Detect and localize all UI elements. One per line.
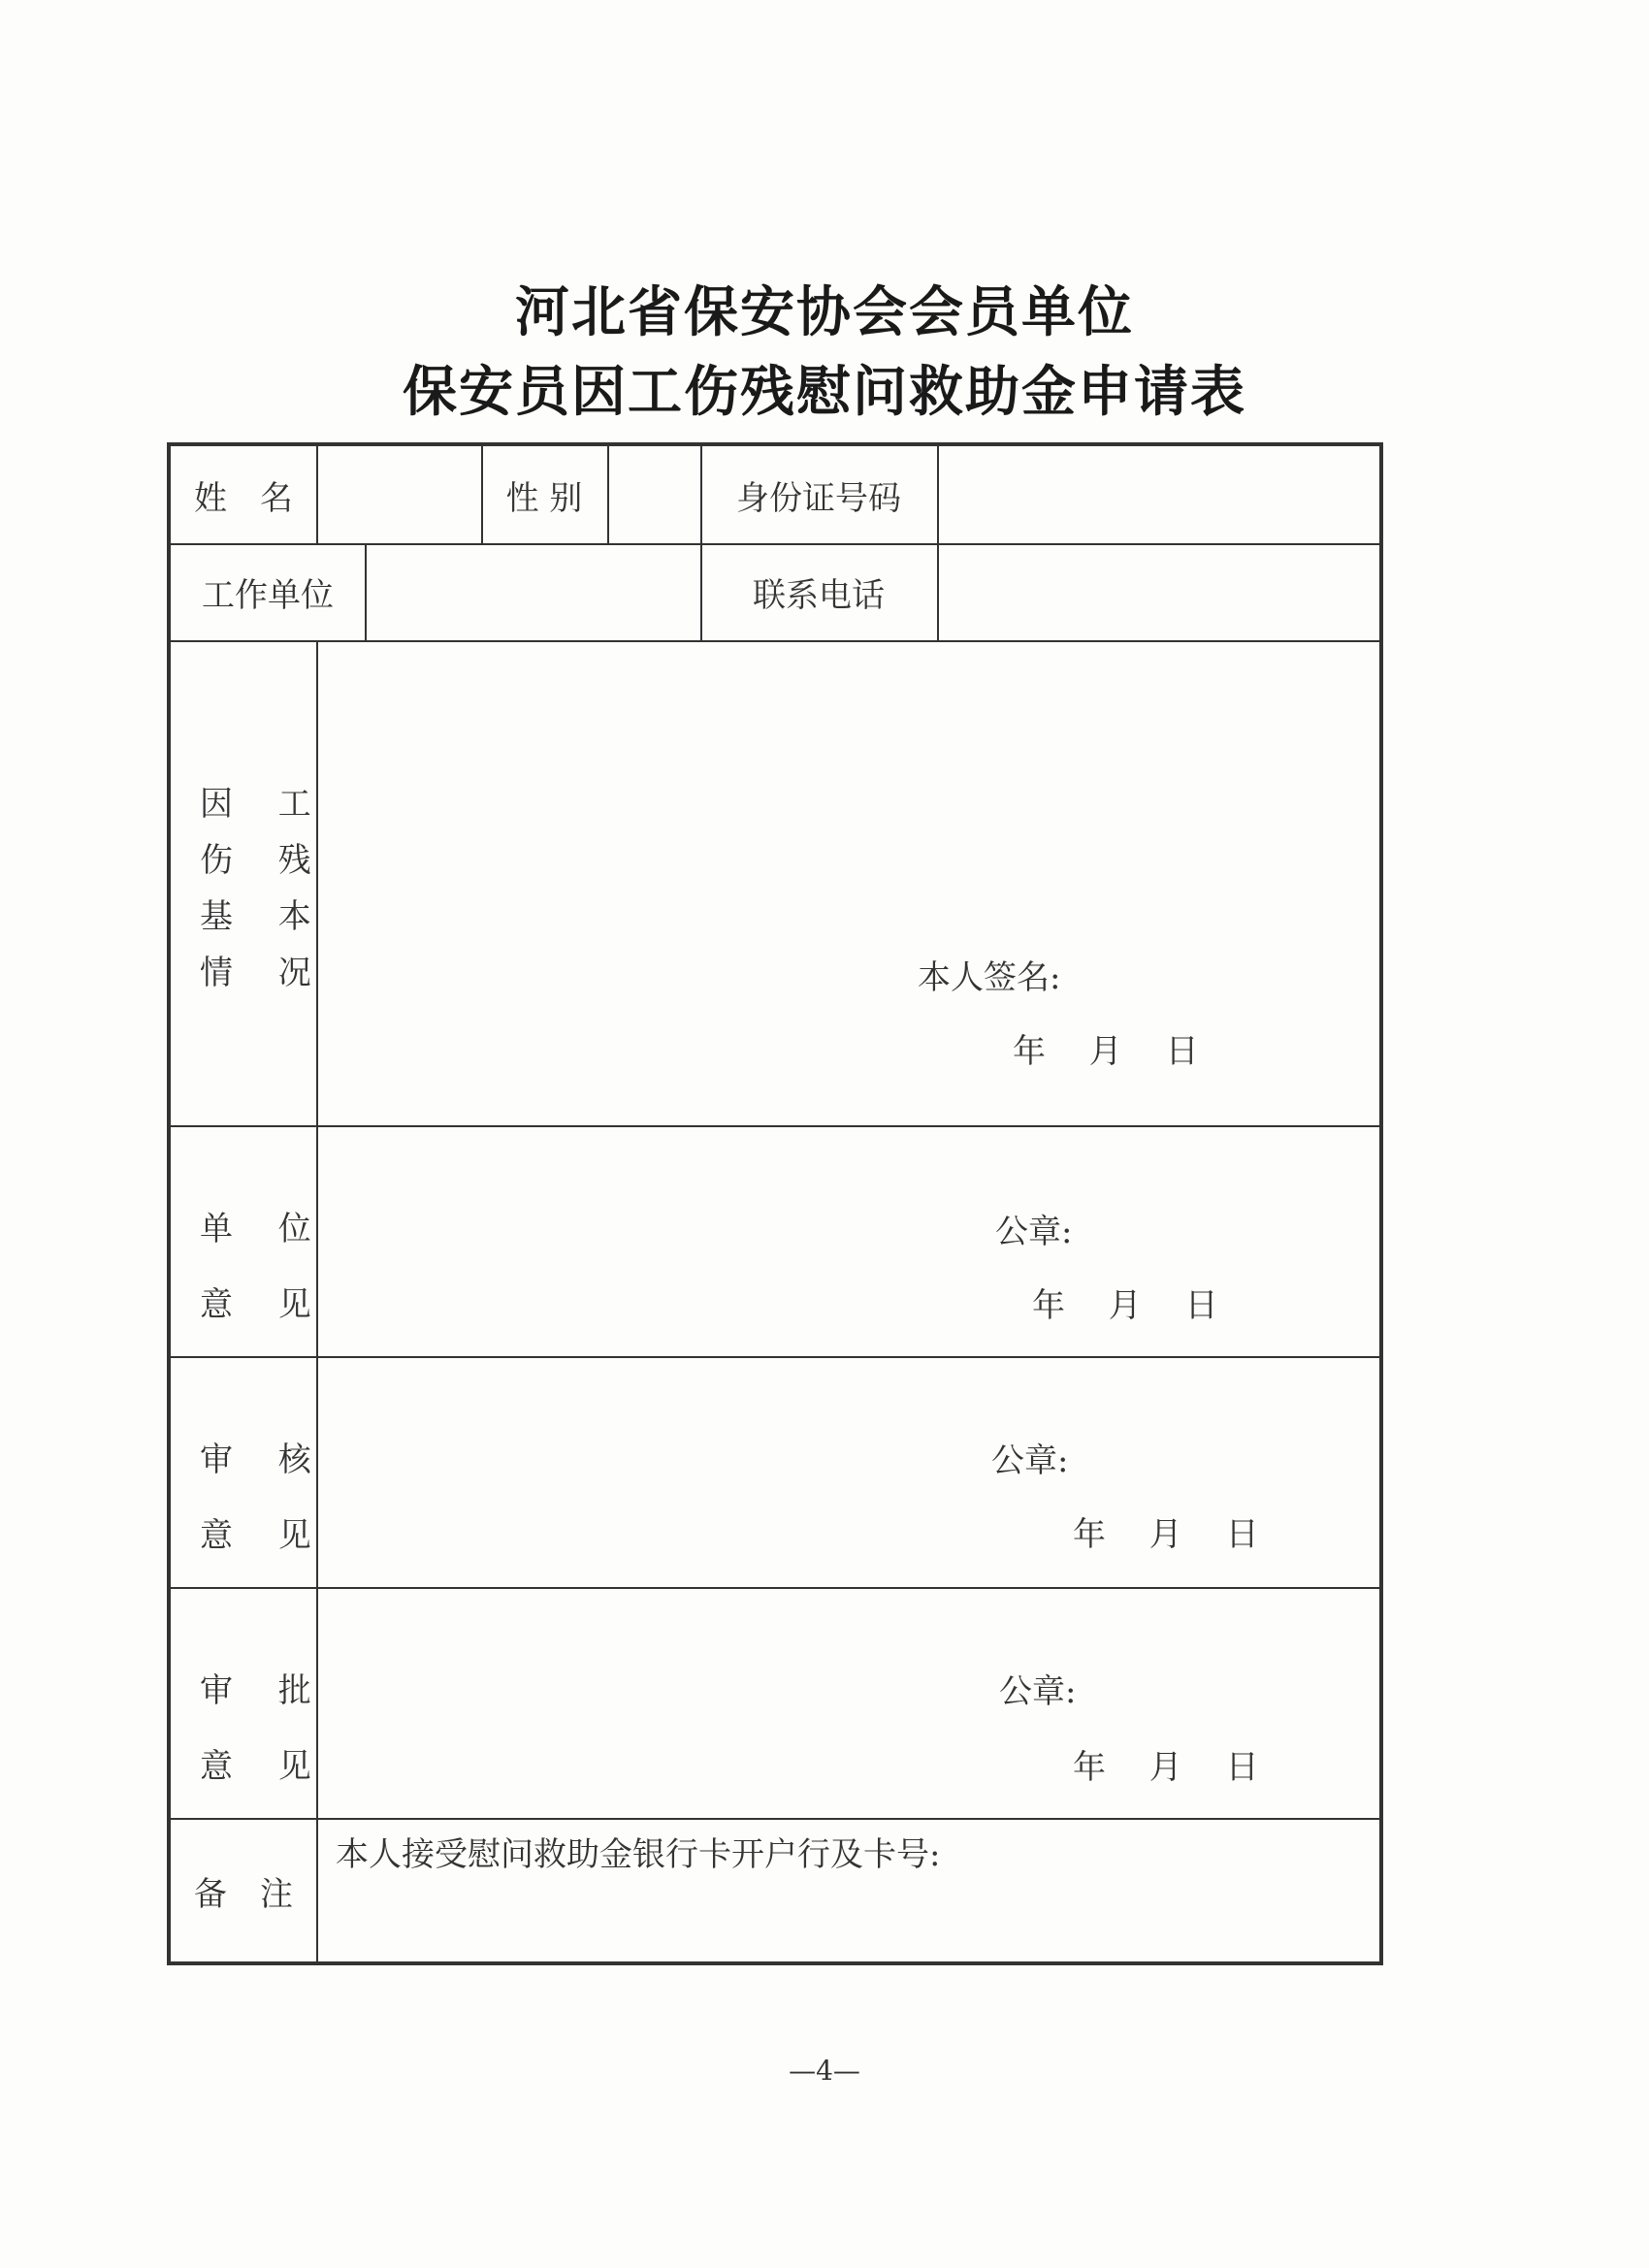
employer-field[interactable]	[367, 543, 700, 640]
label-line: 伤 残	[200, 841, 329, 880]
gender-label: 性 别	[505, 478, 583, 518]
phone-label: 联系电话	[753, 575, 885, 615]
label-line: 因 工	[200, 785, 329, 824]
applicant-signature-label: 本人签名:	[918, 958, 1061, 997]
label-line: 审 核	[200, 1441, 329, 1479]
form-title-line1: 河北省保安协会会员单位	[515, 280, 1134, 344]
label-line: 审 批	[200, 1671, 329, 1710]
injury-date-label: 年 月 日	[1013, 1032, 1199, 1071]
gender-field[interactable]	[609, 446, 700, 543]
injury-description-field[interactable]	[318, 642, 1379, 1125]
approval-date-label: 年 月 日	[1073, 1748, 1259, 1787]
review-opinion-label	[200, 1422, 329, 1573]
label-line: 意 见	[200, 1747, 329, 1786]
approval-opinion-label	[200, 1653, 329, 1804]
phone-field[interactable]	[939, 543, 1379, 640]
form-title-line2: 保安员因工伤残慰问救助金申请表	[403, 360, 1246, 424]
label-line: 基 本	[200, 897, 329, 936]
unit-date-label: 年 月 日	[1032, 1286, 1218, 1325]
label-line: 意 见	[200, 1285, 329, 1324]
injury-section-label	[200, 776, 329, 1001]
application-form-table	[167, 442, 1383, 1965]
remarks-text: 本人接受慰问救助金银行卡开户行及卡号:	[336, 1835, 941, 1874]
review-date-label: 年 月 日	[1073, 1515, 1259, 1554]
bank-card-field[interactable]	[318, 1876, 1379, 1961]
unit-opinion-label	[200, 1191, 329, 1343]
employer-label: 工作单位	[202, 575, 334, 615]
review-seal-label: 公章:	[991, 1442, 1069, 1480]
label-line: 情 况	[200, 954, 329, 992]
row-divider	[171, 1818, 1379, 1820]
unit-seal-label: 公章:	[995, 1213, 1073, 1251]
id-number-label: 身份证号码	[736, 478, 901, 518]
page-number: —4—	[789, 2055, 860, 2087]
label-line: 单 位	[200, 1210, 329, 1248]
name-field[interactable]	[318, 446, 481, 543]
remarks-label: 备 注	[194, 1874, 293, 1914]
unit-opinion-field[interactable]	[318, 1127, 1379, 1356]
name-label: 姓 名	[194, 478, 293, 518]
id-number-field[interactable]	[939, 446, 1379, 543]
label-line: 意 见	[200, 1516, 329, 1555]
approval-seal-label: 公章:	[999, 1672, 1077, 1711]
